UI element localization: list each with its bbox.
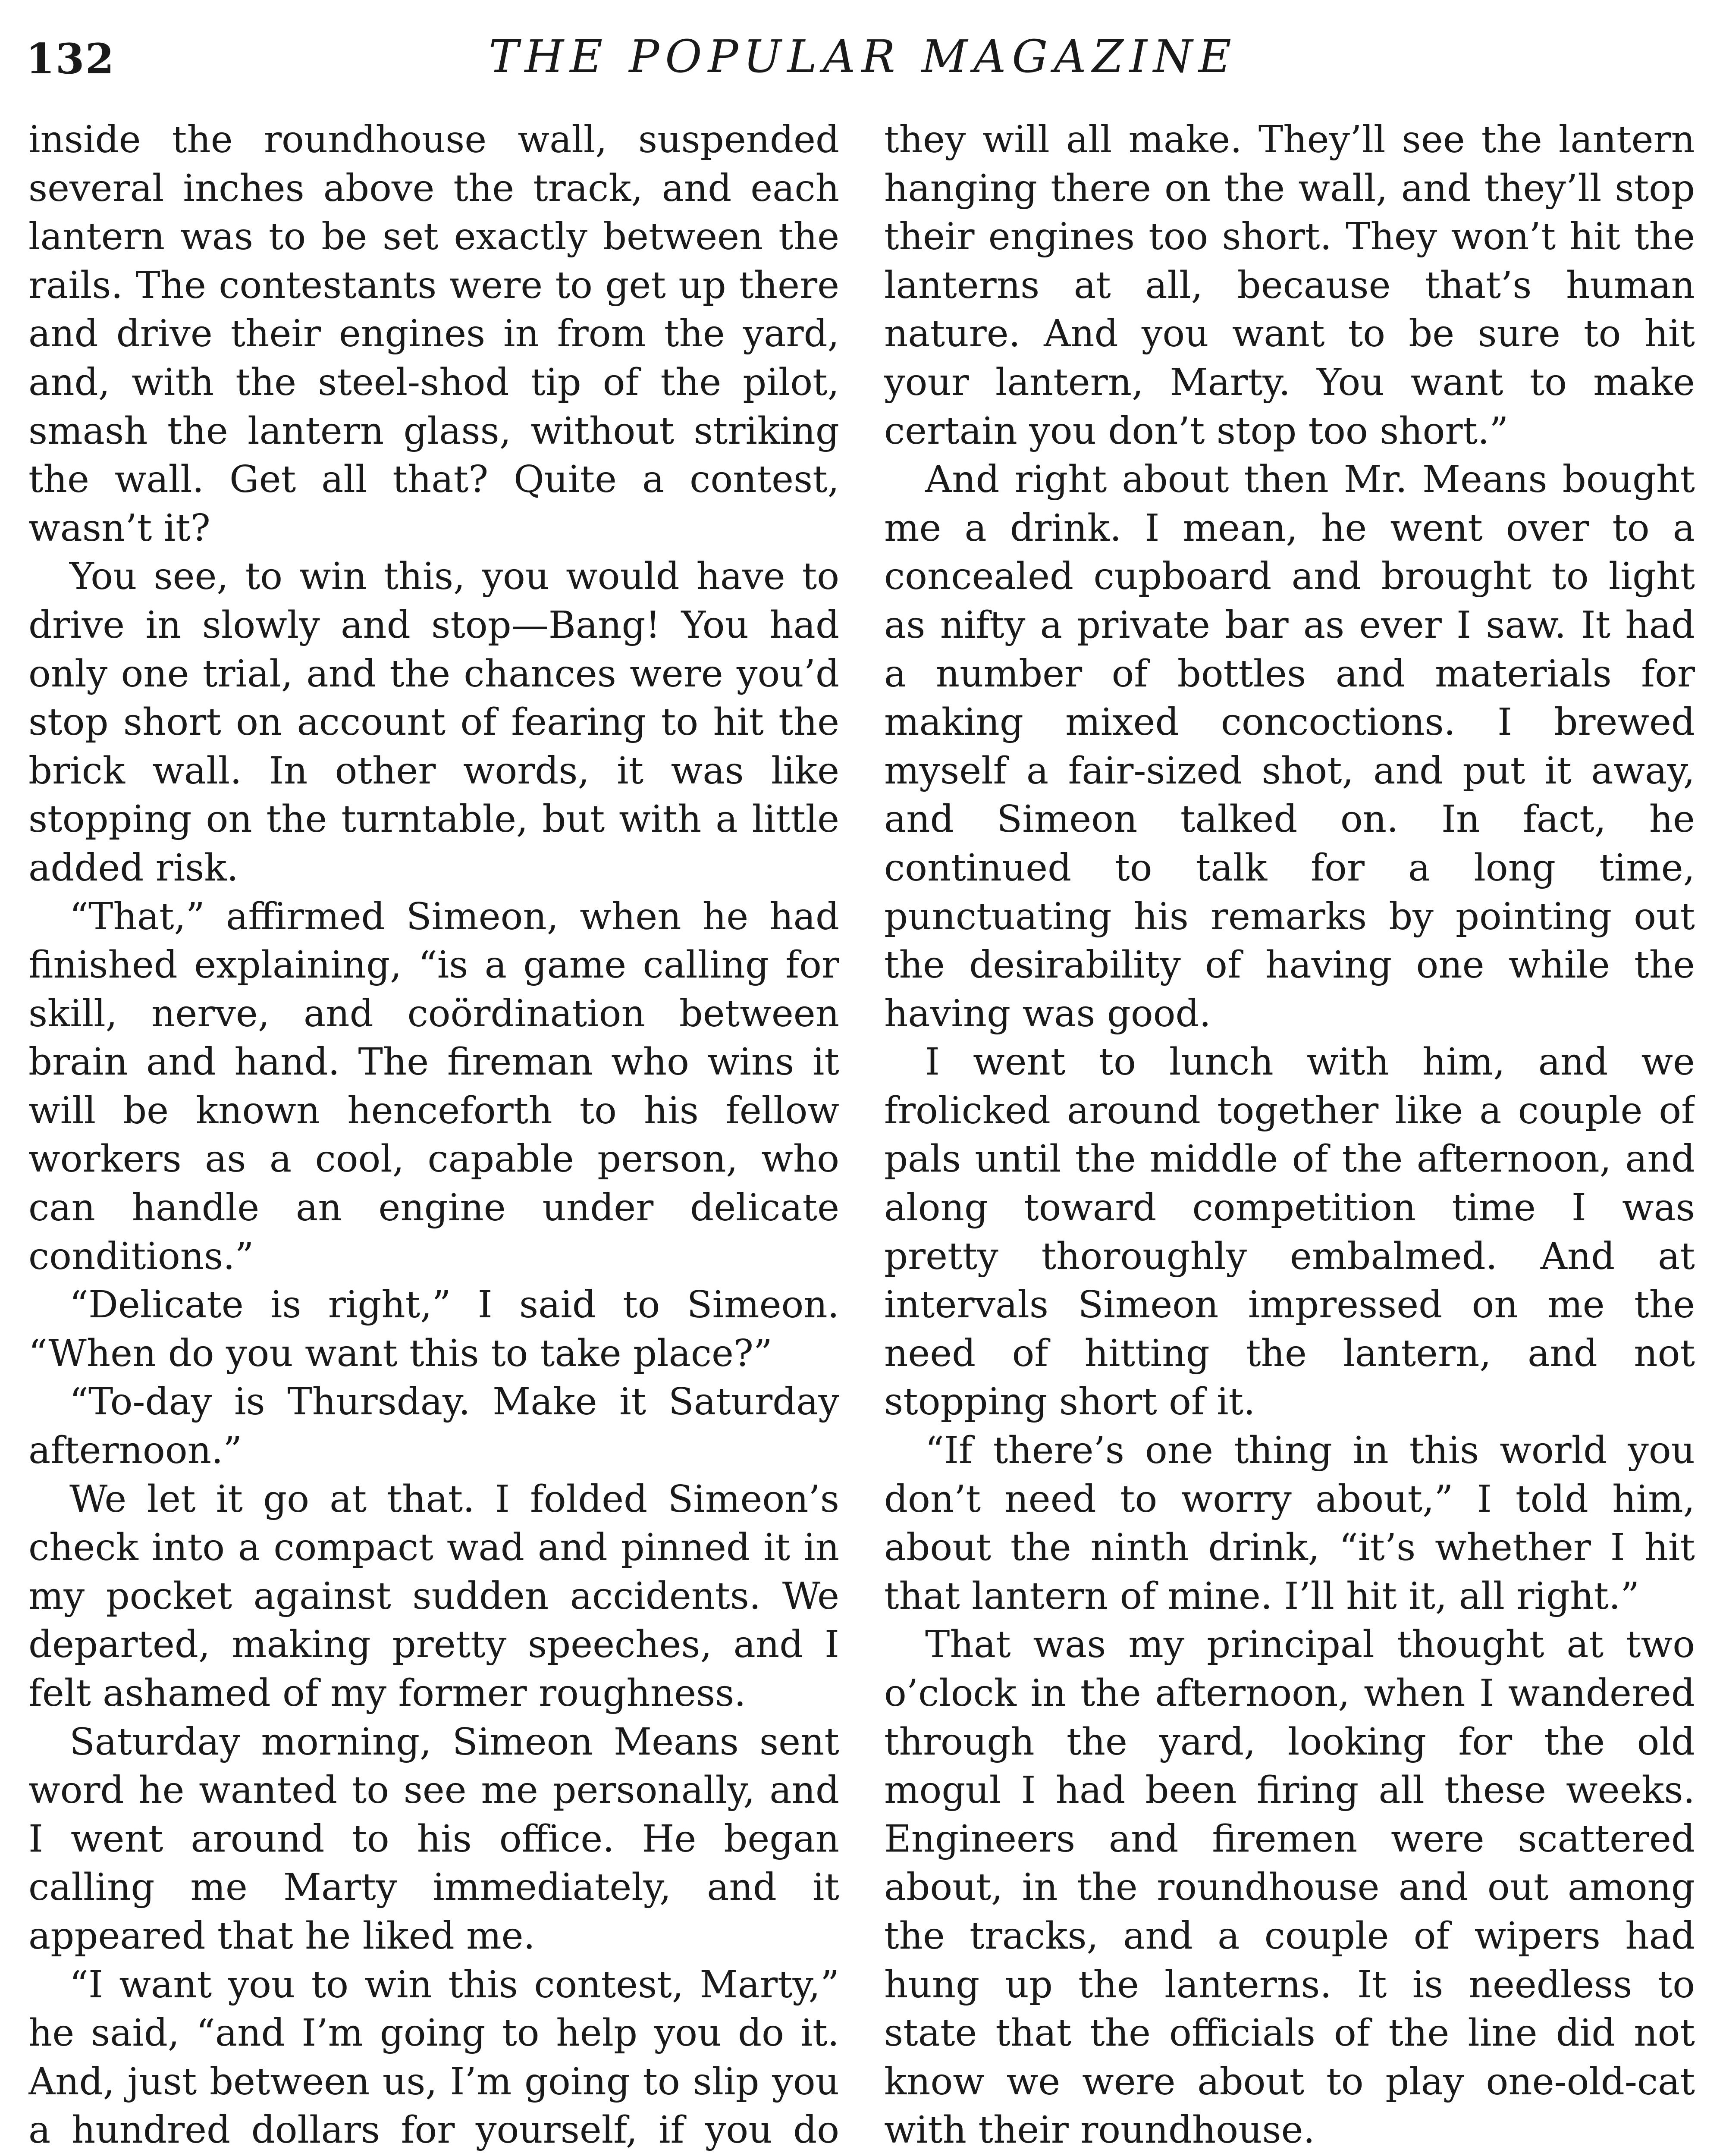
page-header: [26, 26, 1700, 99]
paragraph: Saturday morning, Simeon Means sent word he wanted to see me personally, and I went around to his office. He began calling me Marty immediately, and it appeared that he liked me.: [28, 1720, 839, 1958]
paragraph: “That,” affirmed Simeon, when he had finished explaining, “is a game calling for skill, nerve, and coördination between brain and hand. The fireman who wins it will be known henceforth to his fellow workers as a cool, capable person, who can handle an engine under delicate conditions.”: [28, 895, 839, 1278]
paragraph: “Delicate is right,” I said to Simeon. “When do you want this to take place?”: [28, 1283, 839, 1375]
paragraph: “If there’s one thing in this world you don’t need to worry about,” I told him, about the ninth drink, “it’s whether I hit that lantern of mine. I’ll hit it, all right.”: [884, 1429, 1695, 1618]
paragraph: they will all make. They’ll see the lantern hanging there on the wall, and they’ll stop their engines too short. They won’t hit the lanterns at all, because that’s human nature. And you want to be sure to hit your lantern, Marty. You want to make certain you don’t stop too short.”: [884, 118, 1695, 453]
paragraph: “I want you to win this contest, Marty,” he said, “and I’m going to help you do it. And, just between us, I’m going to slip you a hundred dollars for yourself, if you do: [28, 1963, 839, 2152]
right-column: [884, 116, 1695, 2156]
paragraph: I went to lunch with him, and we frolicked around together like a couple of pals until the middle of the afternoon, and along toward competition time I was pretty thoroughly embalmed. And at intervals Simeon impressed on me the need of hitting the lantern, and not stopping short of it.: [884, 1040, 1695, 1424]
paragraph: We let it go at that. I folded Simeon’s check into a compact wad and pinned it in my pocket against sudden accidents. We departed, making pretty speeches, and I felt ashamed of my former roughness.: [28, 1477, 839, 1715]
running-title: THE POPULAR MAGAZINE: [489, 30, 1237, 83]
page-number: 132: [26, 34, 115, 83]
paragraph: That was my principal thought at two o’clock in the afternoon, when I wandered through the yard, looking for the old mogul I had been firing all these weeks. Engineers and firemen were scattered about, in the roundhouse and out among the tracks, and a couple of wipers had hung up the lanterns. It is needless to state that the officials of the line did not know we were about to play one-old-cat with their roundhouse.: [884, 1623, 1695, 2152]
paragraph: You see, to win this, you would have to drive in slowly and stop—Bang! You had only one trial, and the chances were you’d stop short on account of fearing to hit the brick wall. In other words, it was like stopping on the turntable, but with a little added risk.: [28, 555, 839, 890]
paragraph: inside the roundhouse wall, suspended several inches above the track, and each lantern was to be set exactly between the rails. The contestants were to get up there and drive their engines in from the yard, and, with the steel-shod tip of the pilot, smash the lantern glass, without striking the wall. Get all that? Quite a contest, wasn’t it?: [28, 118, 839, 550]
paragraph: “To-day is Thursday. Make it Saturday afternoon.”: [28, 1380, 839, 1473]
paragraph: And right about then Mr. Means bought me a drink. I mean, he went over to a concealed cupboard and brought to light as nifty a private bar as ever I saw. It had a number of bottles and materials for making mixed concoctions. I brewed myself a fair-sized shot, and put it away, and Simeon talked on. In fact, he continued to talk for a long time, punctuating his remarks by pointing out the desirability of having one while the having was good.: [884, 458, 1695, 1035]
left-column: [28, 116, 839, 2156]
